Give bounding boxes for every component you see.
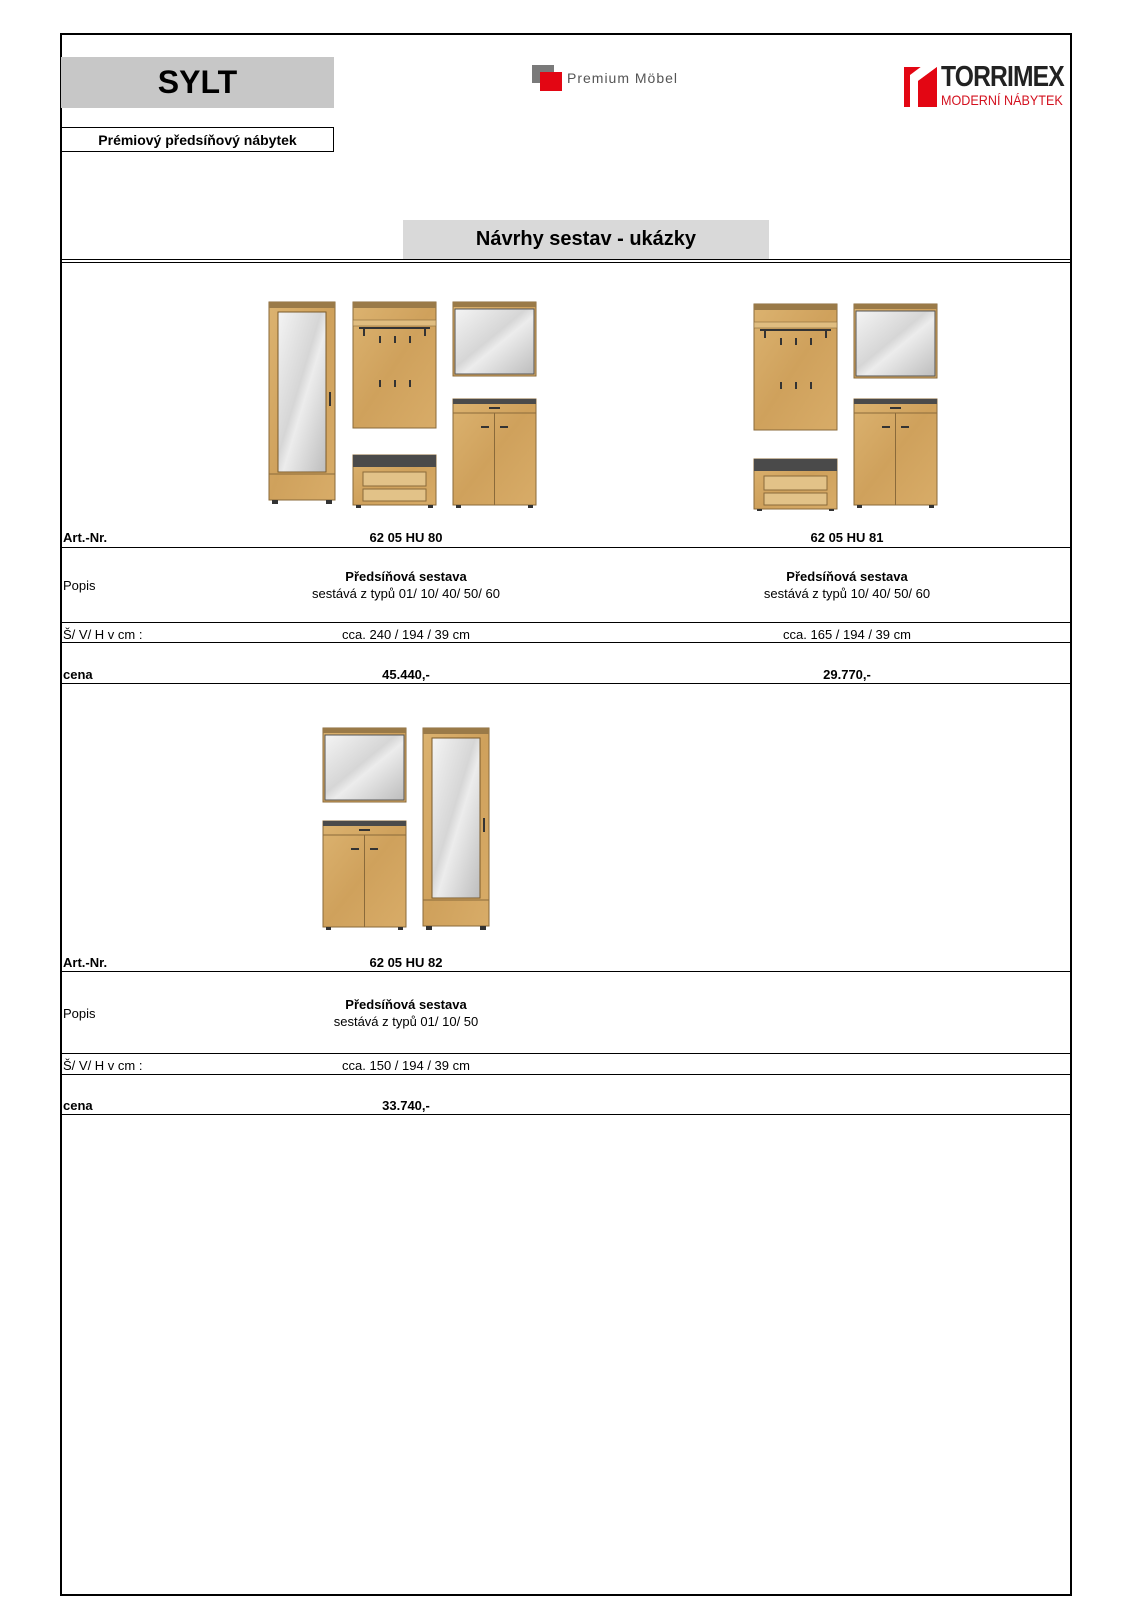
section-divider-2 bbox=[61, 262, 1071, 263]
art-nr-label: Art.-Nr. bbox=[63, 530, 108, 545]
row-divider bbox=[61, 1053, 1071, 1054]
premium-mobel-logo bbox=[532, 64, 678, 92]
torrimex-tagline: MODERNÍ NÁBYTEK bbox=[941, 92, 1063, 108]
popis-label: Popis bbox=[63, 1006, 96, 1021]
page-frame bbox=[60, 33, 1072, 1596]
collection-title: SYLT bbox=[61, 57, 334, 108]
art-nr-value: 62 05 HU 80 bbox=[369, 530, 443, 545]
price-value: 45.440,- bbox=[382, 667, 430, 682]
dims-label: Š/ V/ H v cm : bbox=[63, 1058, 143, 1073]
dims-label: Š/ V/ H v cm : bbox=[63, 627, 143, 642]
row-divider bbox=[61, 547, 1071, 548]
premium-mobel-mark-icon bbox=[532, 65, 562, 91]
dims-value: cca. 150 / 194 / 39 cm bbox=[342, 1058, 470, 1073]
row-divider bbox=[61, 971, 1071, 972]
product-composition: sestává z typů 10/ 40/ 50/ 60 bbox=[763, 586, 931, 601]
price-value: 29.770,- bbox=[823, 667, 871, 682]
torrimex-name: TORRIMEX bbox=[941, 61, 1064, 93]
product-80-illustration bbox=[268, 301, 540, 511]
product-81-illustration bbox=[753, 303, 943, 511]
row-divider bbox=[61, 1074, 1071, 1075]
premium-mobel-text: Premium Möbel bbox=[567, 70, 679, 86]
torrimex-mark-icon bbox=[904, 63, 937, 107]
product-name: Předsíňová sestava bbox=[786, 569, 908, 584]
product-name: Předsíňová sestava bbox=[345, 569, 467, 584]
art-nr-label: Art.-Nr. bbox=[63, 955, 108, 970]
product-composition: sestává z typů 01/ 10/ 40/ 50/ 60 bbox=[312, 586, 500, 601]
torrimex-logo bbox=[904, 62, 1086, 108]
dims-value: cca. 165 / 194 / 39 cm bbox=[783, 627, 911, 642]
row-divider bbox=[61, 683, 1071, 684]
row-divider bbox=[61, 622, 1071, 623]
art-nr-value: 62 05 HU 82 bbox=[369, 955, 443, 970]
product-composition: sestává z typů 01/ 10/ 50 bbox=[333, 1014, 479, 1029]
dims-value: cca. 240 / 194 / 39 cm bbox=[342, 627, 470, 642]
price-label: cena bbox=[63, 667, 93, 682]
section-title: Návrhy sestav - ukázky bbox=[403, 220, 769, 259]
product-82-illustration bbox=[322, 727, 494, 937]
price-label: cena bbox=[63, 1098, 93, 1113]
section-divider bbox=[61, 259, 1071, 260]
row-divider bbox=[61, 1114, 1071, 1115]
popis-label: Popis bbox=[63, 578, 96, 593]
row-divider bbox=[61, 642, 1071, 643]
product-name: Předsíňová sestava bbox=[345, 997, 467, 1012]
price-value: 33.740,- bbox=[382, 1098, 430, 1113]
art-nr-value: 62 05 HU 81 bbox=[810, 530, 884, 545]
collection-subtitle: Prémiový předsíňový nábytek bbox=[61, 127, 334, 152]
